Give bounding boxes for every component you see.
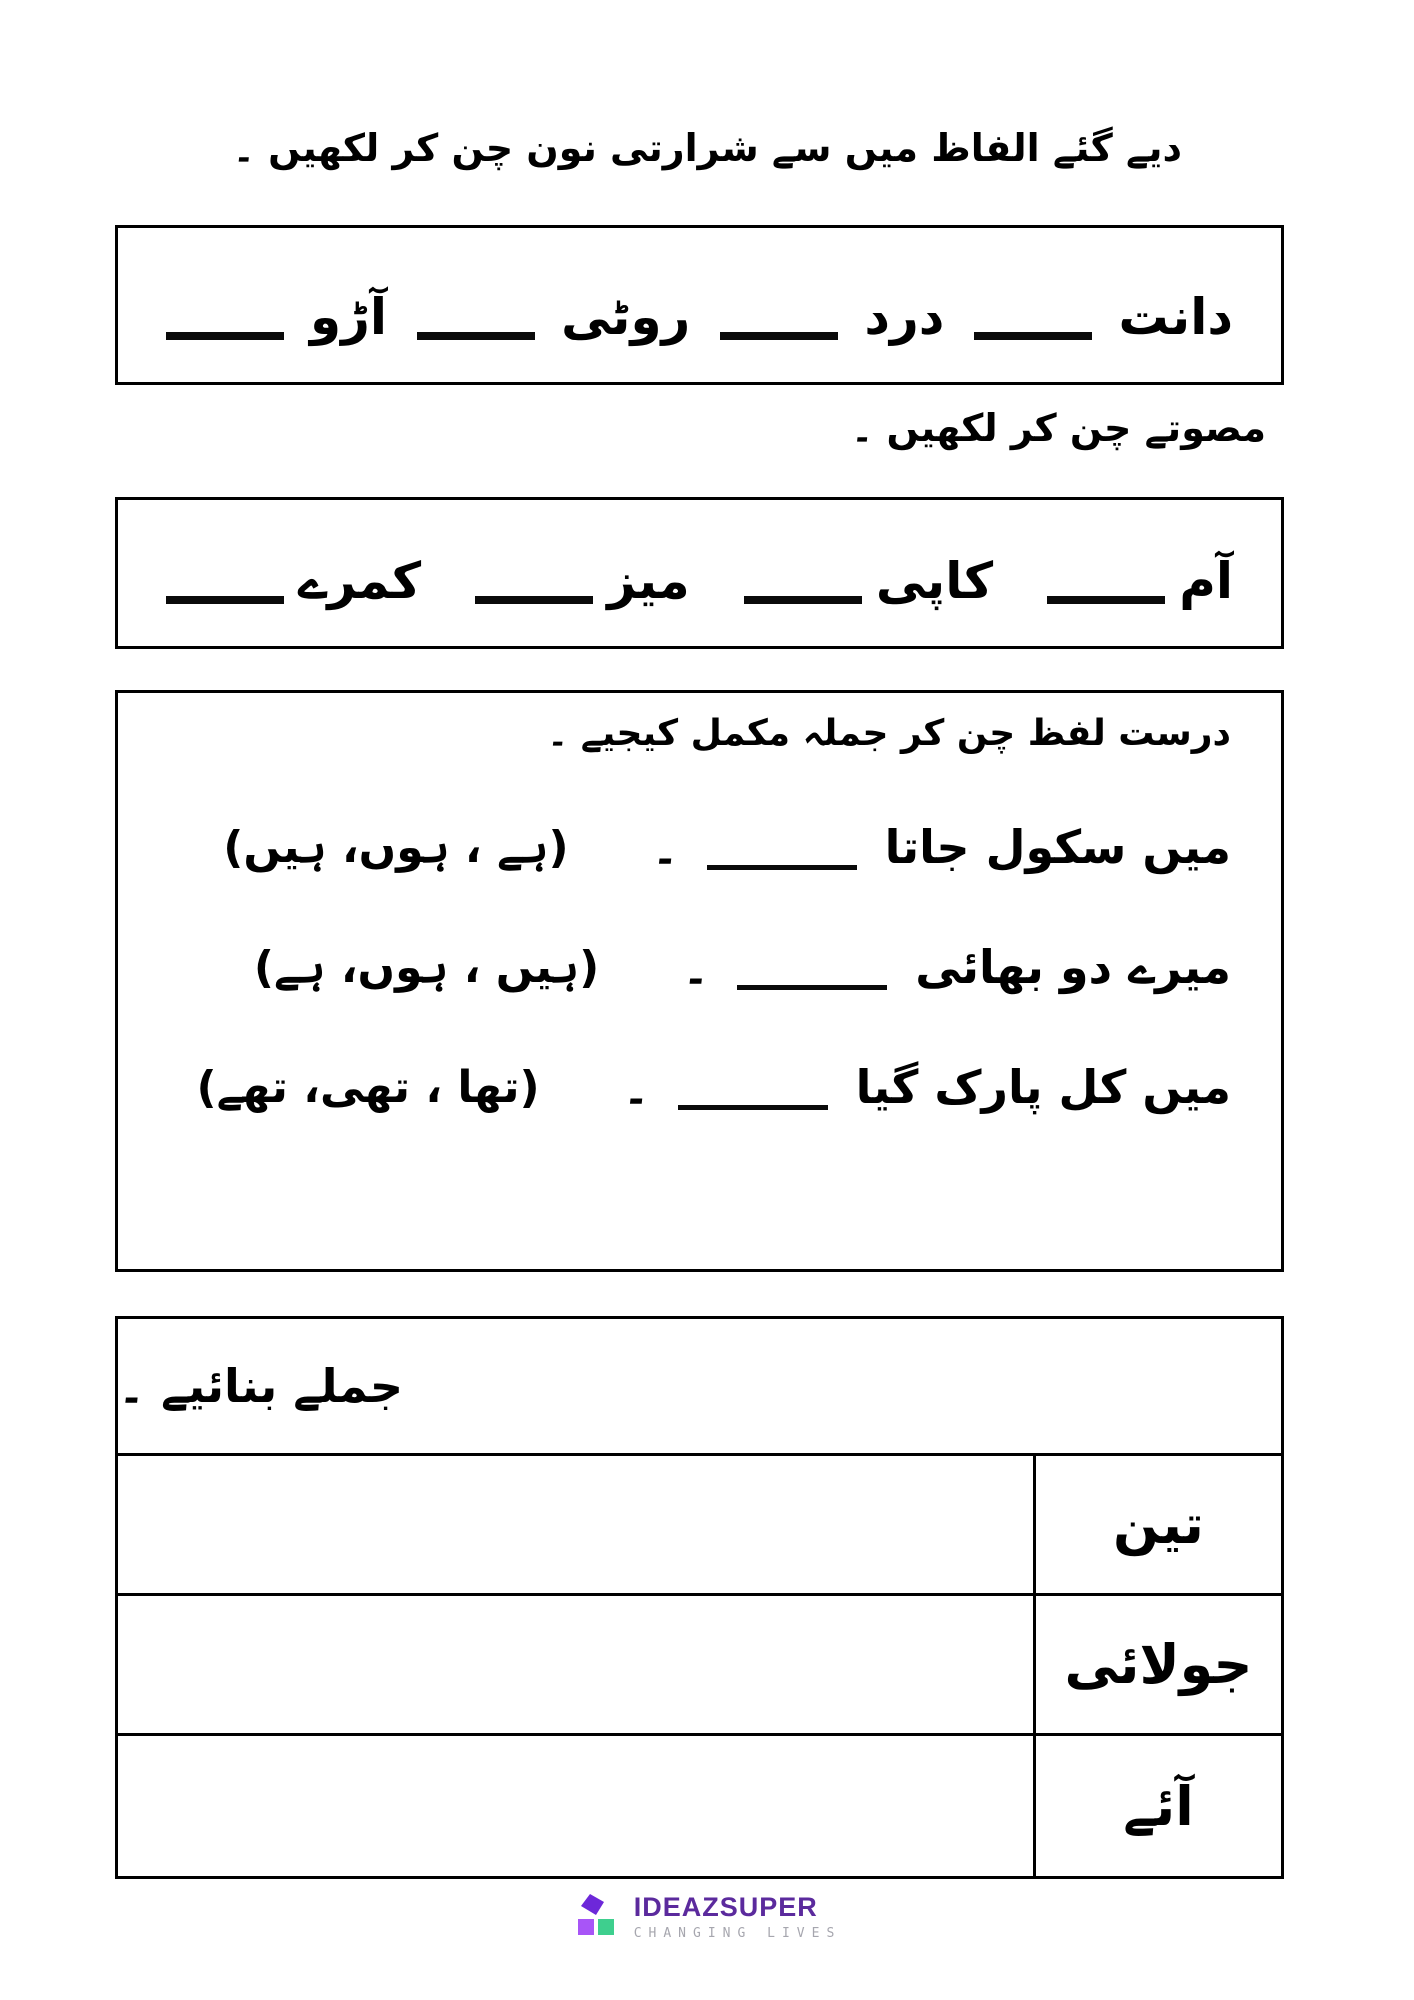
sentence-exercise-row <box>168 940 1231 994</box>
word-blank-pair <box>744 553 993 611</box>
answer-blank-line <box>737 985 887 990</box>
word-box-vowels <box>115 497 1284 649</box>
brand-name: IDEAZSUPER <box>633 1892 818 1923</box>
answer-blank-line <box>417 332 535 340</box>
word: آم <box>1179 551 1233 610</box>
sentence-text: میں کل پارک گیا <box>855 1060 1231 1114</box>
table-row <box>118 1596 1281 1736</box>
answer-options: (ہیں ، ہوں، ہے) <box>253 941 600 993</box>
word-blank-pair <box>720 289 944 347</box>
word: درد <box>864 287 945 346</box>
footer-brand <box>0 1893 1414 1941</box>
sentence-completion-box <box>115 690 1284 1272</box>
word: روٹی <box>561 287 691 346</box>
word-blank-pair <box>475 553 689 611</box>
brand-logo-icon <box>573 1893 621 1941</box>
sentence-text: میں سکول جاتا <box>884 820 1231 874</box>
brand-text-block <box>634 1893 842 1940</box>
instruction-vowels: مصوتے چن کر لکھیں ۔ <box>851 406 1266 450</box>
word: دانت <box>1118 287 1233 346</box>
word-blank-pair <box>166 289 387 347</box>
answer-blank-line <box>720 332 838 340</box>
answer-blank-line <box>678 1105 828 1110</box>
table-row <box>118 1736 1281 1876</box>
writing-area <box>118 1736 1033 1876</box>
answer-blank-line <box>475 596 593 604</box>
answer-options: (تھا ، تھی، تھے) <box>196 1061 540 1113</box>
full-stop: ۔ <box>651 820 679 874</box>
answer-blank-line <box>1047 596 1165 604</box>
answer-blank-line <box>974 332 1092 340</box>
make-sentences-table <box>115 1316 1284 1879</box>
word: میز <box>607 551 690 610</box>
word: کمرے <box>298 551 422 610</box>
brand-tagline: CHANGING LIVES <box>633 1925 842 1941</box>
answer-blank-line <box>707 865 857 870</box>
word: آڑو <box>310 287 388 346</box>
instruction-nasal-noon: دیے گئے الفاظ میں سے شرارتی نون چن کر لکھیں ۔ <box>232 126 1182 170</box>
writing-area <box>118 1596 1033 1733</box>
word-blank-pair <box>974 289 1233 347</box>
answer-options: (ہے ، ہوں، ہیں) <box>223 821 569 873</box>
word-box-nasal-noon <box>115 225 1284 385</box>
writing-area <box>118 1456 1033 1593</box>
word-blank-pair <box>417 289 690 347</box>
word: کاپی <box>875 551 994 610</box>
table-heading: جملے بنائیے ۔ <box>118 1319 1281 1456</box>
full-stop: ۔ <box>622 1060 650 1114</box>
answer-blank-line <box>166 596 284 604</box>
sentence-exercise-row <box>168 1060 1231 1114</box>
table-row <box>118 1456 1281 1596</box>
instruction-complete-sentence: درست لفظ چن کر جملہ مکمل کیجیے ۔ <box>547 713 1231 754</box>
answer-blank-line <box>744 596 862 604</box>
full-stop: ۔ <box>682 940 710 994</box>
prompt-word: جولائی <box>1033 1596 1281 1733</box>
prompt-word: آئے <box>1033 1736 1281 1876</box>
prompt-word: تین <box>1033 1456 1281 1593</box>
answer-blank-line <box>166 332 284 340</box>
word-blank-pair <box>1047 553 1233 611</box>
word-blank-pair <box>166 553 421 611</box>
sentence-exercise-row <box>168 820 1231 874</box>
sentence-text: میرے دو بھائی <box>915 940 1231 994</box>
